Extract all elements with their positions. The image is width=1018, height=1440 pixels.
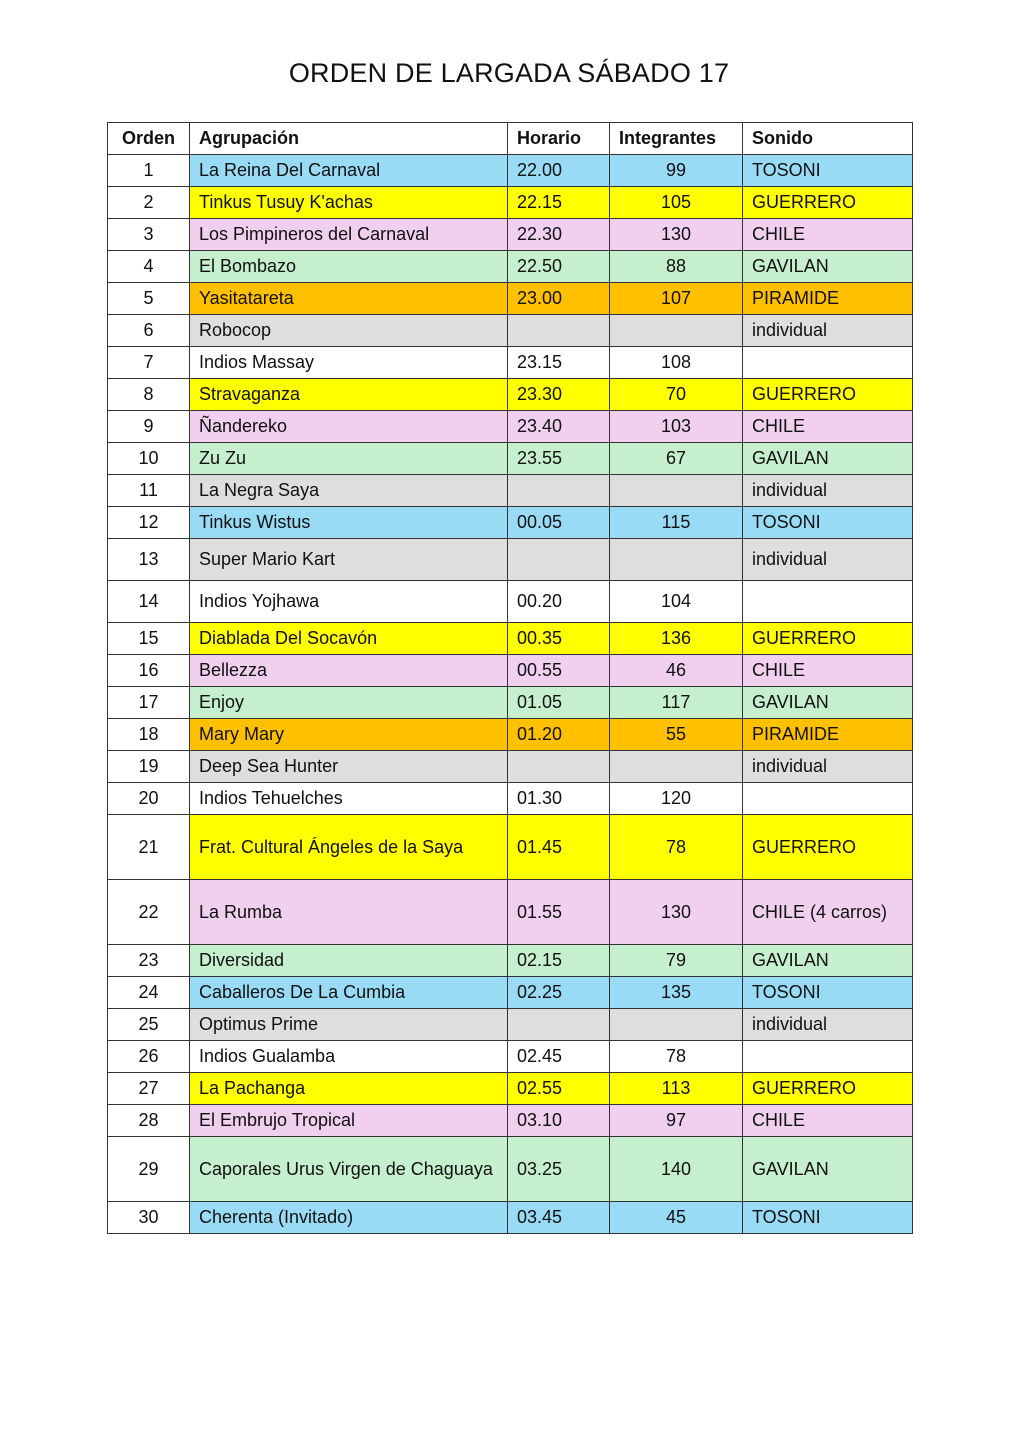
cell-integrantes: 113 xyxy=(610,1073,743,1105)
table-row xyxy=(108,443,913,475)
cell-integrantes: 136 xyxy=(610,623,743,655)
cell-sonido: GUERRERO xyxy=(743,187,913,219)
cell-integrantes: 79 xyxy=(610,945,743,977)
cell-sonido: individual xyxy=(743,1009,913,1041)
cell-horario: 22.50 xyxy=(508,251,610,283)
cell-sonido: TOSONI xyxy=(743,1202,913,1234)
cell-horario: 22.30 xyxy=(508,219,610,251)
cell-agrupacion: Diablada Del Socavón xyxy=(190,623,508,655)
cell-agrupacion: El Bombazo xyxy=(190,251,508,283)
cell-agrupacion: Optimus Prime xyxy=(190,1009,508,1041)
cell-orden: 11 xyxy=(108,475,190,507)
cell-agrupacion: Indios Gualamba xyxy=(190,1041,508,1073)
table-row xyxy=(108,945,913,977)
cell-sonido: TOSONI xyxy=(743,155,913,187)
cell-agrupacion: Indios Massay xyxy=(190,347,508,379)
cell-orden: 19 xyxy=(108,751,190,783)
cell-agrupacion: Caballeros De La Cumbia xyxy=(190,977,508,1009)
cell-horario: 00.05 xyxy=(508,507,610,539)
cell-sonido xyxy=(743,581,913,623)
table-row xyxy=(108,815,913,880)
cell-sonido: TOSONI xyxy=(743,507,913,539)
cell-orden: 21 xyxy=(108,815,190,880)
table-row xyxy=(108,379,913,411)
cell-sonido: CHILE xyxy=(743,219,913,251)
table-row xyxy=(108,1041,913,1073)
table-row xyxy=(108,581,913,623)
table-row xyxy=(108,283,913,315)
cell-sonido xyxy=(743,347,913,379)
cell-orden: 20 xyxy=(108,783,190,815)
cell-integrantes: 130 xyxy=(610,880,743,945)
cell-integrantes: 99 xyxy=(610,155,743,187)
table-row xyxy=(108,219,913,251)
table-row xyxy=(108,623,913,655)
cell-horario: 01.30 xyxy=(508,783,610,815)
cell-agrupacion: Indios Yojhawa xyxy=(190,581,508,623)
cell-agrupacion: Diversidad xyxy=(190,945,508,977)
cell-horario: 01.55 xyxy=(508,880,610,945)
cell-sonido: CHILE xyxy=(743,411,913,443)
cell-sonido: individual xyxy=(743,751,913,783)
table-row xyxy=(108,1073,913,1105)
cell-integrantes: 45 xyxy=(610,1202,743,1234)
cell-orden: 15 xyxy=(108,623,190,655)
cell-horario: 00.35 xyxy=(508,623,610,655)
cell-integrantes: 78 xyxy=(610,1041,743,1073)
cell-agrupacion: Indios Tehuelches xyxy=(190,783,508,815)
cell-integrantes xyxy=(610,539,743,581)
cell-horario: 01.45 xyxy=(508,815,610,880)
table-row xyxy=(108,783,913,815)
cell-orden: 28 xyxy=(108,1105,190,1137)
cell-horario: 22.15 xyxy=(508,187,610,219)
cell-horario xyxy=(508,1009,610,1041)
cell-integrantes: 105 xyxy=(610,187,743,219)
cell-orden: 29 xyxy=(108,1137,190,1202)
cell-integrantes: 67 xyxy=(610,443,743,475)
cell-horario: 03.45 xyxy=(508,1202,610,1234)
header-horario: Horario xyxy=(508,123,610,155)
cell-orden: 24 xyxy=(108,977,190,1009)
cell-agrupacion: La Reina Del Carnaval xyxy=(190,155,508,187)
cell-sonido: GUERRERO xyxy=(743,623,913,655)
cell-integrantes: 97 xyxy=(610,1105,743,1137)
cell-orden: 2 xyxy=(108,187,190,219)
header-sonido: Sonido xyxy=(743,123,913,155)
cell-integrantes xyxy=(610,475,743,507)
cell-orden: 23 xyxy=(108,945,190,977)
cell-integrantes: 107 xyxy=(610,283,743,315)
cell-horario: 02.25 xyxy=(508,977,610,1009)
cell-integrantes: 55 xyxy=(610,719,743,751)
cell-sonido: PIRAMIDE xyxy=(743,283,913,315)
cell-sonido: TOSONI xyxy=(743,977,913,1009)
table-body xyxy=(108,155,913,1234)
cell-horario xyxy=(508,315,610,347)
cell-integrantes: 70 xyxy=(610,379,743,411)
header-integrantes: Integrantes xyxy=(610,123,743,155)
cell-orden: 5 xyxy=(108,283,190,315)
cell-orden: 9 xyxy=(108,411,190,443)
cell-horario: 01.20 xyxy=(508,719,610,751)
cell-agrupacion: Los Pimpineros del Carnaval xyxy=(190,219,508,251)
cell-horario: 23.15 xyxy=(508,347,610,379)
cell-agrupacion: Yasitatareta xyxy=(190,283,508,315)
cell-agrupacion: La Rumba xyxy=(190,880,508,945)
cell-sonido: individual xyxy=(743,539,913,581)
cell-integrantes: 140 xyxy=(610,1137,743,1202)
table-row xyxy=(108,1009,913,1041)
cell-horario: 03.25 xyxy=(508,1137,610,1202)
header-agrupacion: Agrupación xyxy=(190,123,508,155)
cell-orden: 1 xyxy=(108,155,190,187)
cell-agrupacion: Mary Mary xyxy=(190,719,508,751)
cell-agrupacion: Enjoy xyxy=(190,687,508,719)
cell-sonido: GUERRERO xyxy=(743,379,913,411)
cell-integrantes: 117 xyxy=(610,687,743,719)
cell-orden: 4 xyxy=(108,251,190,283)
table-row xyxy=(108,1105,913,1137)
cell-horario: 01.05 xyxy=(508,687,610,719)
cell-orden: 6 xyxy=(108,315,190,347)
cell-horario xyxy=(508,751,610,783)
cell-sonido xyxy=(743,1041,913,1073)
cell-orden: 10 xyxy=(108,443,190,475)
cell-sonido: CHILE (4 carros) xyxy=(743,880,913,945)
cell-orden: 30 xyxy=(108,1202,190,1234)
cell-agrupacion: Super Mario Kart xyxy=(190,539,508,581)
cell-sonido: PIRAMIDE xyxy=(743,719,913,751)
cell-agrupacion: Deep Sea Hunter xyxy=(190,751,508,783)
cell-integrantes xyxy=(610,315,743,347)
cell-agrupacion: Caporales Urus Virgen de Chaguaya xyxy=(190,1137,508,1202)
cell-sonido: GAVILAN xyxy=(743,251,913,283)
table-row xyxy=(108,687,913,719)
cell-horario xyxy=(508,475,610,507)
cell-horario: 23.55 xyxy=(508,443,610,475)
table-row xyxy=(108,539,913,581)
table-row xyxy=(108,507,913,539)
cell-sonido: individual xyxy=(743,475,913,507)
start-order-table xyxy=(107,122,913,1234)
cell-integrantes: 88 xyxy=(610,251,743,283)
cell-integrantes: 104 xyxy=(610,581,743,623)
cell-horario: 02.55 xyxy=(508,1073,610,1105)
cell-sonido: GUERRERO xyxy=(743,1073,913,1105)
cell-agrupacion: Robocop xyxy=(190,315,508,347)
cell-integrantes: 103 xyxy=(610,411,743,443)
table-row xyxy=(108,187,913,219)
cell-orden: 13 xyxy=(108,539,190,581)
cell-agrupacion: La Negra Saya xyxy=(190,475,508,507)
cell-integrantes: 135 xyxy=(610,977,743,1009)
cell-integrantes: 115 xyxy=(610,507,743,539)
cell-orden: 27 xyxy=(108,1073,190,1105)
table-row xyxy=(108,411,913,443)
table-header-row xyxy=(108,123,913,155)
cell-orden: 22 xyxy=(108,880,190,945)
cell-orden: 16 xyxy=(108,655,190,687)
cell-orden: 12 xyxy=(108,507,190,539)
cell-horario: 02.15 xyxy=(508,945,610,977)
table-row xyxy=(108,155,913,187)
table-row xyxy=(108,751,913,783)
cell-sonido: GAVILAN xyxy=(743,945,913,977)
cell-sonido: GAVILAN xyxy=(743,443,913,475)
cell-horario: 23.00 xyxy=(508,283,610,315)
cell-horario: 00.20 xyxy=(508,581,610,623)
cell-integrantes xyxy=(610,751,743,783)
cell-orden: 26 xyxy=(108,1041,190,1073)
cell-integrantes: 78 xyxy=(610,815,743,880)
cell-agrupacion: Ñandereko xyxy=(190,411,508,443)
cell-sonido: CHILE xyxy=(743,1105,913,1137)
cell-integrantes: 120 xyxy=(610,783,743,815)
table-row xyxy=(108,1202,913,1234)
cell-agrupacion: Bellezza xyxy=(190,655,508,687)
cell-horario: 02.45 xyxy=(508,1041,610,1073)
table-row xyxy=(108,475,913,507)
table-row xyxy=(108,315,913,347)
cell-agrupacion: La Pachanga xyxy=(190,1073,508,1105)
table-row xyxy=(108,1137,913,1202)
cell-orden: 18 xyxy=(108,719,190,751)
cell-agrupacion: Zu Zu xyxy=(190,443,508,475)
cell-agrupacion: El Embrujo Tropical xyxy=(190,1105,508,1137)
cell-agrupacion: Tinkus Wistus xyxy=(190,507,508,539)
cell-orden: 7 xyxy=(108,347,190,379)
cell-sonido: GUERRERO xyxy=(743,815,913,880)
cell-horario xyxy=(508,539,610,581)
cell-agrupacion: Cherenta (Invitado) xyxy=(190,1202,508,1234)
document-title: ORDEN DE LARGADA SÁBADO 17 xyxy=(288,58,730,88)
table-row xyxy=(108,880,913,945)
cell-agrupacion: Stravaganza xyxy=(190,379,508,411)
cell-orden: 14 xyxy=(108,581,190,623)
cell-sonido xyxy=(743,783,913,815)
cell-orden: 3 xyxy=(108,219,190,251)
cell-horario: 03.10 xyxy=(508,1105,610,1137)
table-row xyxy=(108,977,913,1009)
cell-orden: 8 xyxy=(108,379,190,411)
table-row xyxy=(108,719,913,751)
cell-integrantes: 108 xyxy=(610,347,743,379)
cell-sonido: GAVILAN xyxy=(743,1137,913,1202)
cell-integrantes: 46 xyxy=(610,655,743,687)
header-orden: Orden xyxy=(108,123,190,155)
cell-sonido: GAVILAN xyxy=(743,687,913,719)
table-row xyxy=(108,655,913,687)
cell-sonido: CHILE xyxy=(743,655,913,687)
cell-integrantes: 130 xyxy=(610,219,743,251)
cell-orden: 25 xyxy=(108,1009,190,1041)
cell-horario: 23.40 xyxy=(508,411,610,443)
cell-sonido: individual xyxy=(743,315,913,347)
cell-horario: 23.30 xyxy=(508,379,610,411)
cell-horario: 00.55 xyxy=(508,655,610,687)
cell-horario: 22.00 xyxy=(508,155,610,187)
cell-integrantes xyxy=(610,1009,743,1041)
cell-agrupacion: Tinkus Tusuy K'achas xyxy=(190,187,508,219)
table-row xyxy=(108,251,913,283)
table-row xyxy=(108,347,913,379)
cell-orden: 17 xyxy=(108,687,190,719)
cell-agrupacion: Frat. Cultural Ángeles de la Saya xyxy=(190,815,508,880)
